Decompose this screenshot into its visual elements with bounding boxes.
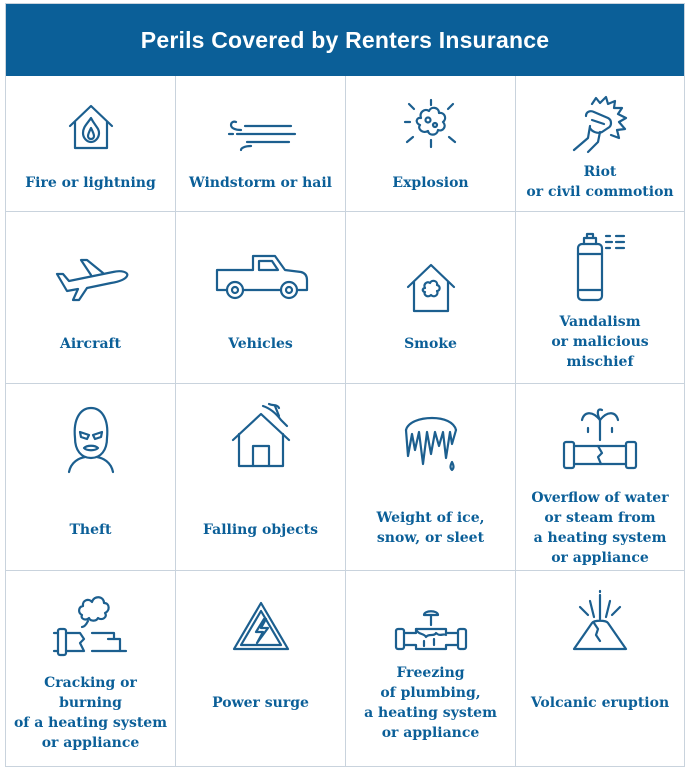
peril-label: Power surge xyxy=(212,695,309,711)
peril-label: Vehicles xyxy=(228,336,293,352)
pipe-leak-icon xyxy=(562,406,638,472)
high-voltage-icon xyxy=(230,599,292,655)
house-fire-icon xyxy=(66,102,116,152)
perils-infographic xyxy=(5,3,685,767)
frozen-pipe-icon xyxy=(394,605,468,655)
cracked-pipe-smoke-icon xyxy=(52,591,130,659)
peril-label: Theft xyxy=(69,522,112,538)
explosion-icon xyxy=(401,98,461,154)
peril-cell-riot xyxy=(516,76,684,212)
peril-cell-explosion xyxy=(346,76,516,212)
peril-cell-freezing xyxy=(346,571,516,766)
airplane-icon xyxy=(51,254,131,304)
peril-cell-aircraft xyxy=(6,212,176,384)
peril-cell-overflow xyxy=(516,384,684,571)
peril-cell-smoke xyxy=(346,212,516,384)
peril-cell-vehicles xyxy=(176,212,346,384)
peril-label: Volcanic eruption xyxy=(530,695,670,711)
peril-label: Explosion xyxy=(392,175,469,191)
peril-cell-theft xyxy=(6,384,176,571)
ski-mask-icon xyxy=(65,404,117,474)
raised-fist-icon xyxy=(570,94,630,154)
house-falling-branch-icon xyxy=(229,402,293,468)
peril-cell-vandalism xyxy=(516,212,684,384)
wind-icon xyxy=(225,116,297,152)
page-title: Perils Covered by Renters Insurance xyxy=(140,26,550,53)
peril-cell-power-surge xyxy=(176,571,346,766)
peril-label: Weight of ice, snow, or sleet xyxy=(376,510,485,546)
peril-cell-windstorm xyxy=(176,76,346,212)
peril-label: Cracking or burning of a heating system or appliance xyxy=(13,675,168,751)
header-banner xyxy=(6,4,684,76)
peril-label: Fire or lightning xyxy=(25,175,156,191)
house-smoke-icon xyxy=(405,262,457,314)
peril-cell-fire xyxy=(6,76,176,212)
peril-label: Windstorm or hail xyxy=(189,175,332,191)
spray-can-icon xyxy=(572,230,628,302)
peril-label: Aircraft xyxy=(59,336,122,352)
peril-label: Falling objects xyxy=(202,522,318,538)
peril-label: Vandalism or malicious mischief xyxy=(551,314,649,370)
pickup-truck-icon xyxy=(213,252,309,302)
volcano-icon xyxy=(570,589,630,653)
peril-cell-cracking xyxy=(6,571,176,766)
peril-cell-falling-objects xyxy=(176,384,346,571)
peril-label: Riot or civil commotion xyxy=(526,164,674,200)
icicles-icon xyxy=(402,414,460,476)
peril-label: Overflow of water or steam from a heating system or appliance xyxy=(531,490,669,566)
peril-label: Freezing of plumbing, a heating system or appliance xyxy=(364,665,497,741)
perils-grid xyxy=(6,76,684,766)
peril-label: Smoke xyxy=(404,336,457,352)
peril-cell-volcano xyxy=(516,571,684,766)
peril-cell-ice xyxy=(346,384,516,571)
